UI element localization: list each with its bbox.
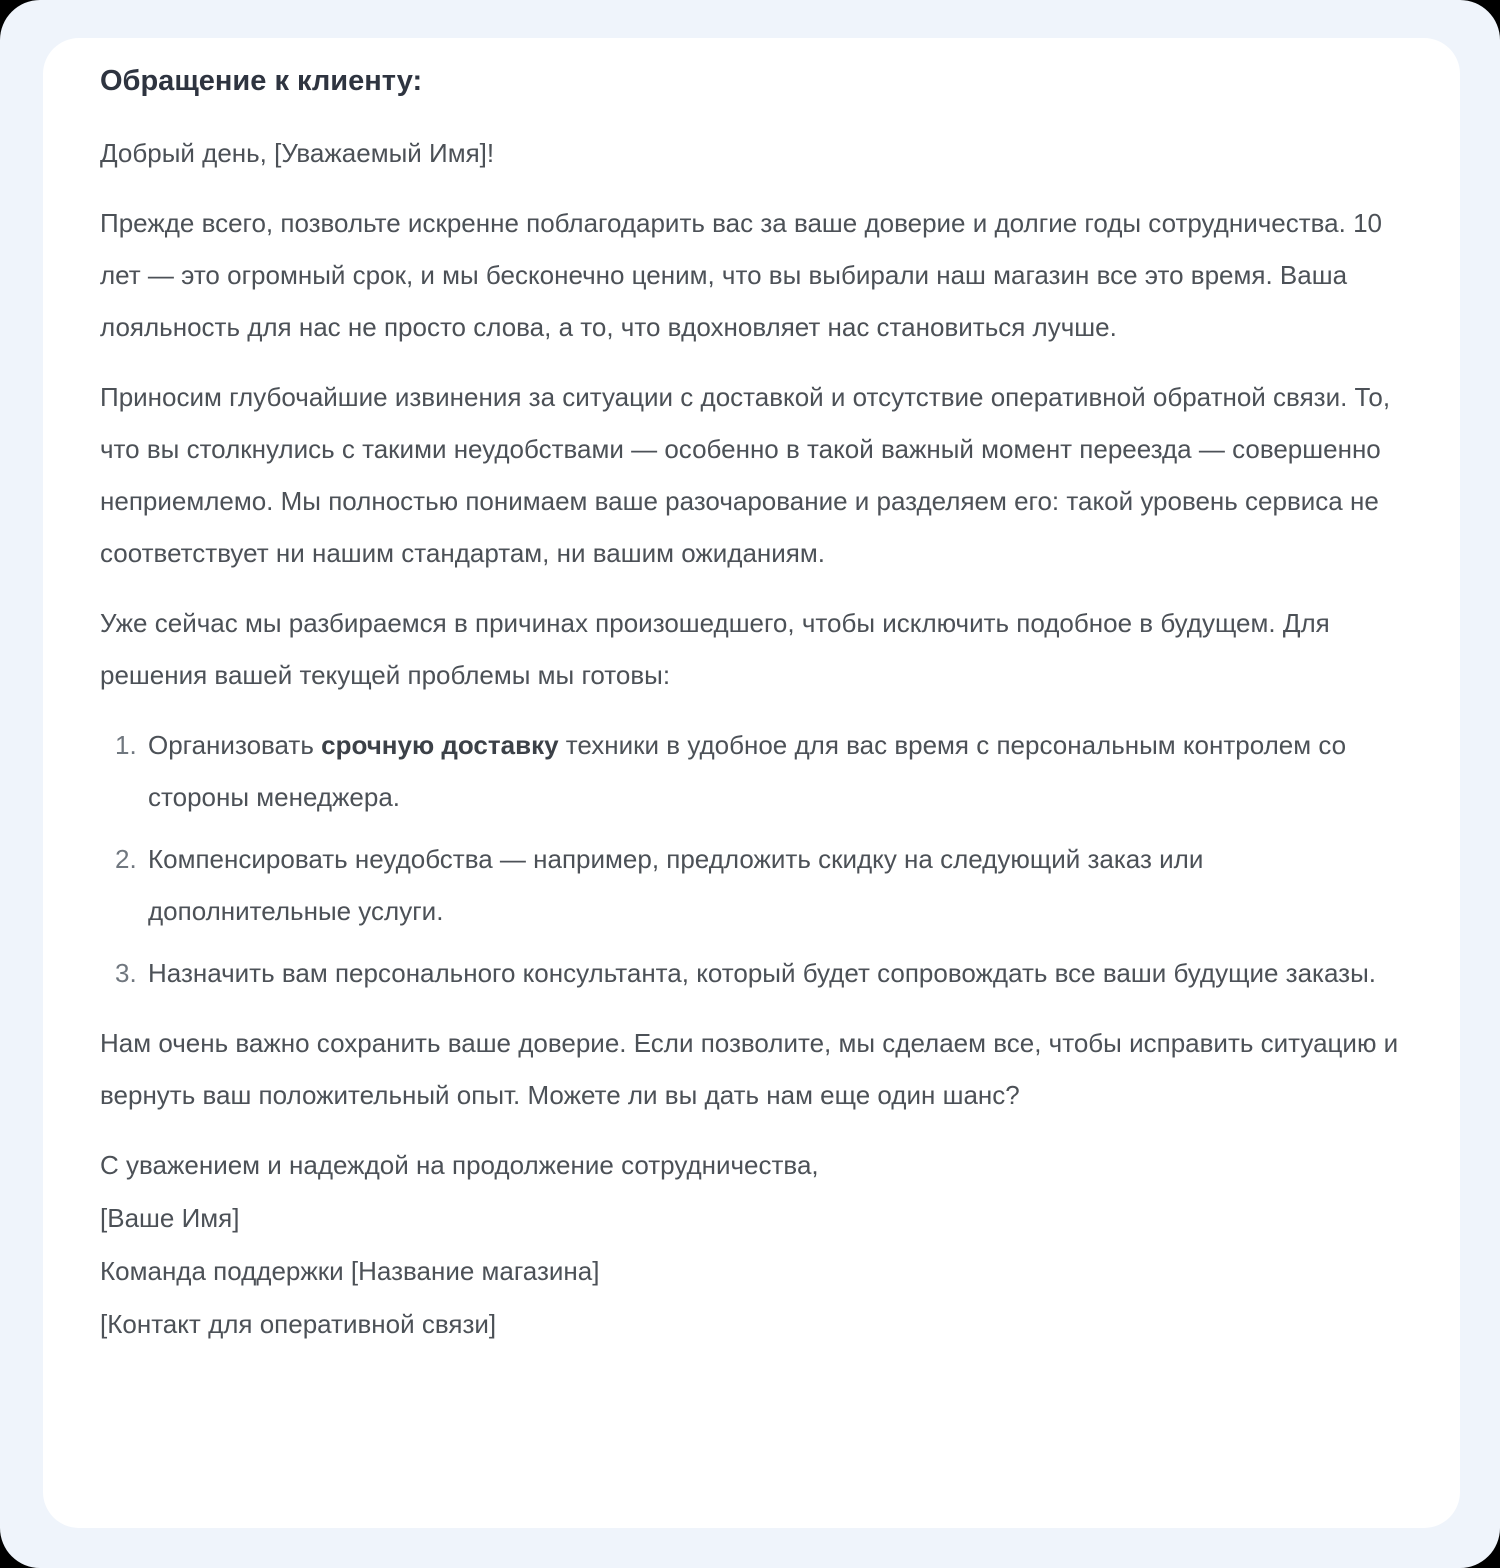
action-list-item-3 <box>115 947 1420 999</box>
signature-line-contact: [Контакт для оперативной связи] <box>100 1309 497 1340</box>
signature-line-team: Команда поддержки [Название магазина] <box>100 1256 600 1287</box>
actions-intro-paragraph: Уже сейчас мы разбираемся в причинах произошедшего, чтобы исключить подобное в будущем. Для решения вашей текущей проблемы мы готовы: <box>100 608 1330 691</box>
list-item-number: 2. <box>115 844 137 875</box>
list-item-text: Компенсировать неудобства — например, предложить скидку на следующий заказ или дополнительные услуги. <box>148 844 1204 927</box>
action-list-item-1 <box>115 719 1420 823</box>
list-item-text: Назначить вам персонального консультанта, который будет сопровождать все ваши будущие заказы. <box>148 958 1376 989</box>
list-item-text-after: техники в удобное для вас время с персональным контролем со стороны менеджера. <box>148 730 1347 813</box>
list-item-text <box>148 719 1398 823</box>
signature-block <box>100 1139 1420 1351</box>
letter-card <box>43 38 1460 1528</box>
action-list-item-2 <box>115 833 1420 937</box>
action-list <box>100 719 1420 999</box>
closing-paragraph: Нам очень важно сохранить ваше доверие. Если позволите, мы сделаем все, чтобы исправить ситуацию и вернуть ваш положительный опыт. Можете ли вы дать нам еще один шанс? <box>100 1028 1399 1111</box>
list-item-text-bold: срочную доставку <box>321 730 559 761</box>
letter-heading: Обращение к клиенту: <box>100 65 423 97</box>
apology-paragraph: Приносим глубочайшие извинения за ситуации с доставкой и отсутствие оперативной обратной связи. То, что вы столкнулись с такими неудобствами — особенно в такой важный момент переезда — совершенно неприемлемо. Мы полностью понимаем ваше разочарование и разделяем его: такой уровень сервиса не соответствует ни нашим стандартам, ни вашим ожиданиям. <box>100 382 1391 569</box>
signature-line-regards: С уважением и надеждой на продолжение сотрудничества, <box>100 1150 819 1181</box>
list-item-number: 1. <box>115 730 137 761</box>
list-item-number: 3. <box>115 958 137 989</box>
list-item-text-before: Организовать <box>148 730 322 761</box>
signature-line-name: [Ваше Имя] <box>100 1203 240 1234</box>
greeting-paragraph: Добрый день, [Уважаемый Имя]! <box>100 138 495 169</box>
thanks-paragraph: Прежде всего, позвольте искренне поблагодарить вас за ваше доверие и долгие годы сотрудничества. 10 лет — это огромный срок, и мы бесконечно ценим, что вы выбирали наш магазин все это время. Ваша лояльность для нас не просто слова, а то, что вдохновляет нас становиться лучше. <box>100 208 1382 343</box>
